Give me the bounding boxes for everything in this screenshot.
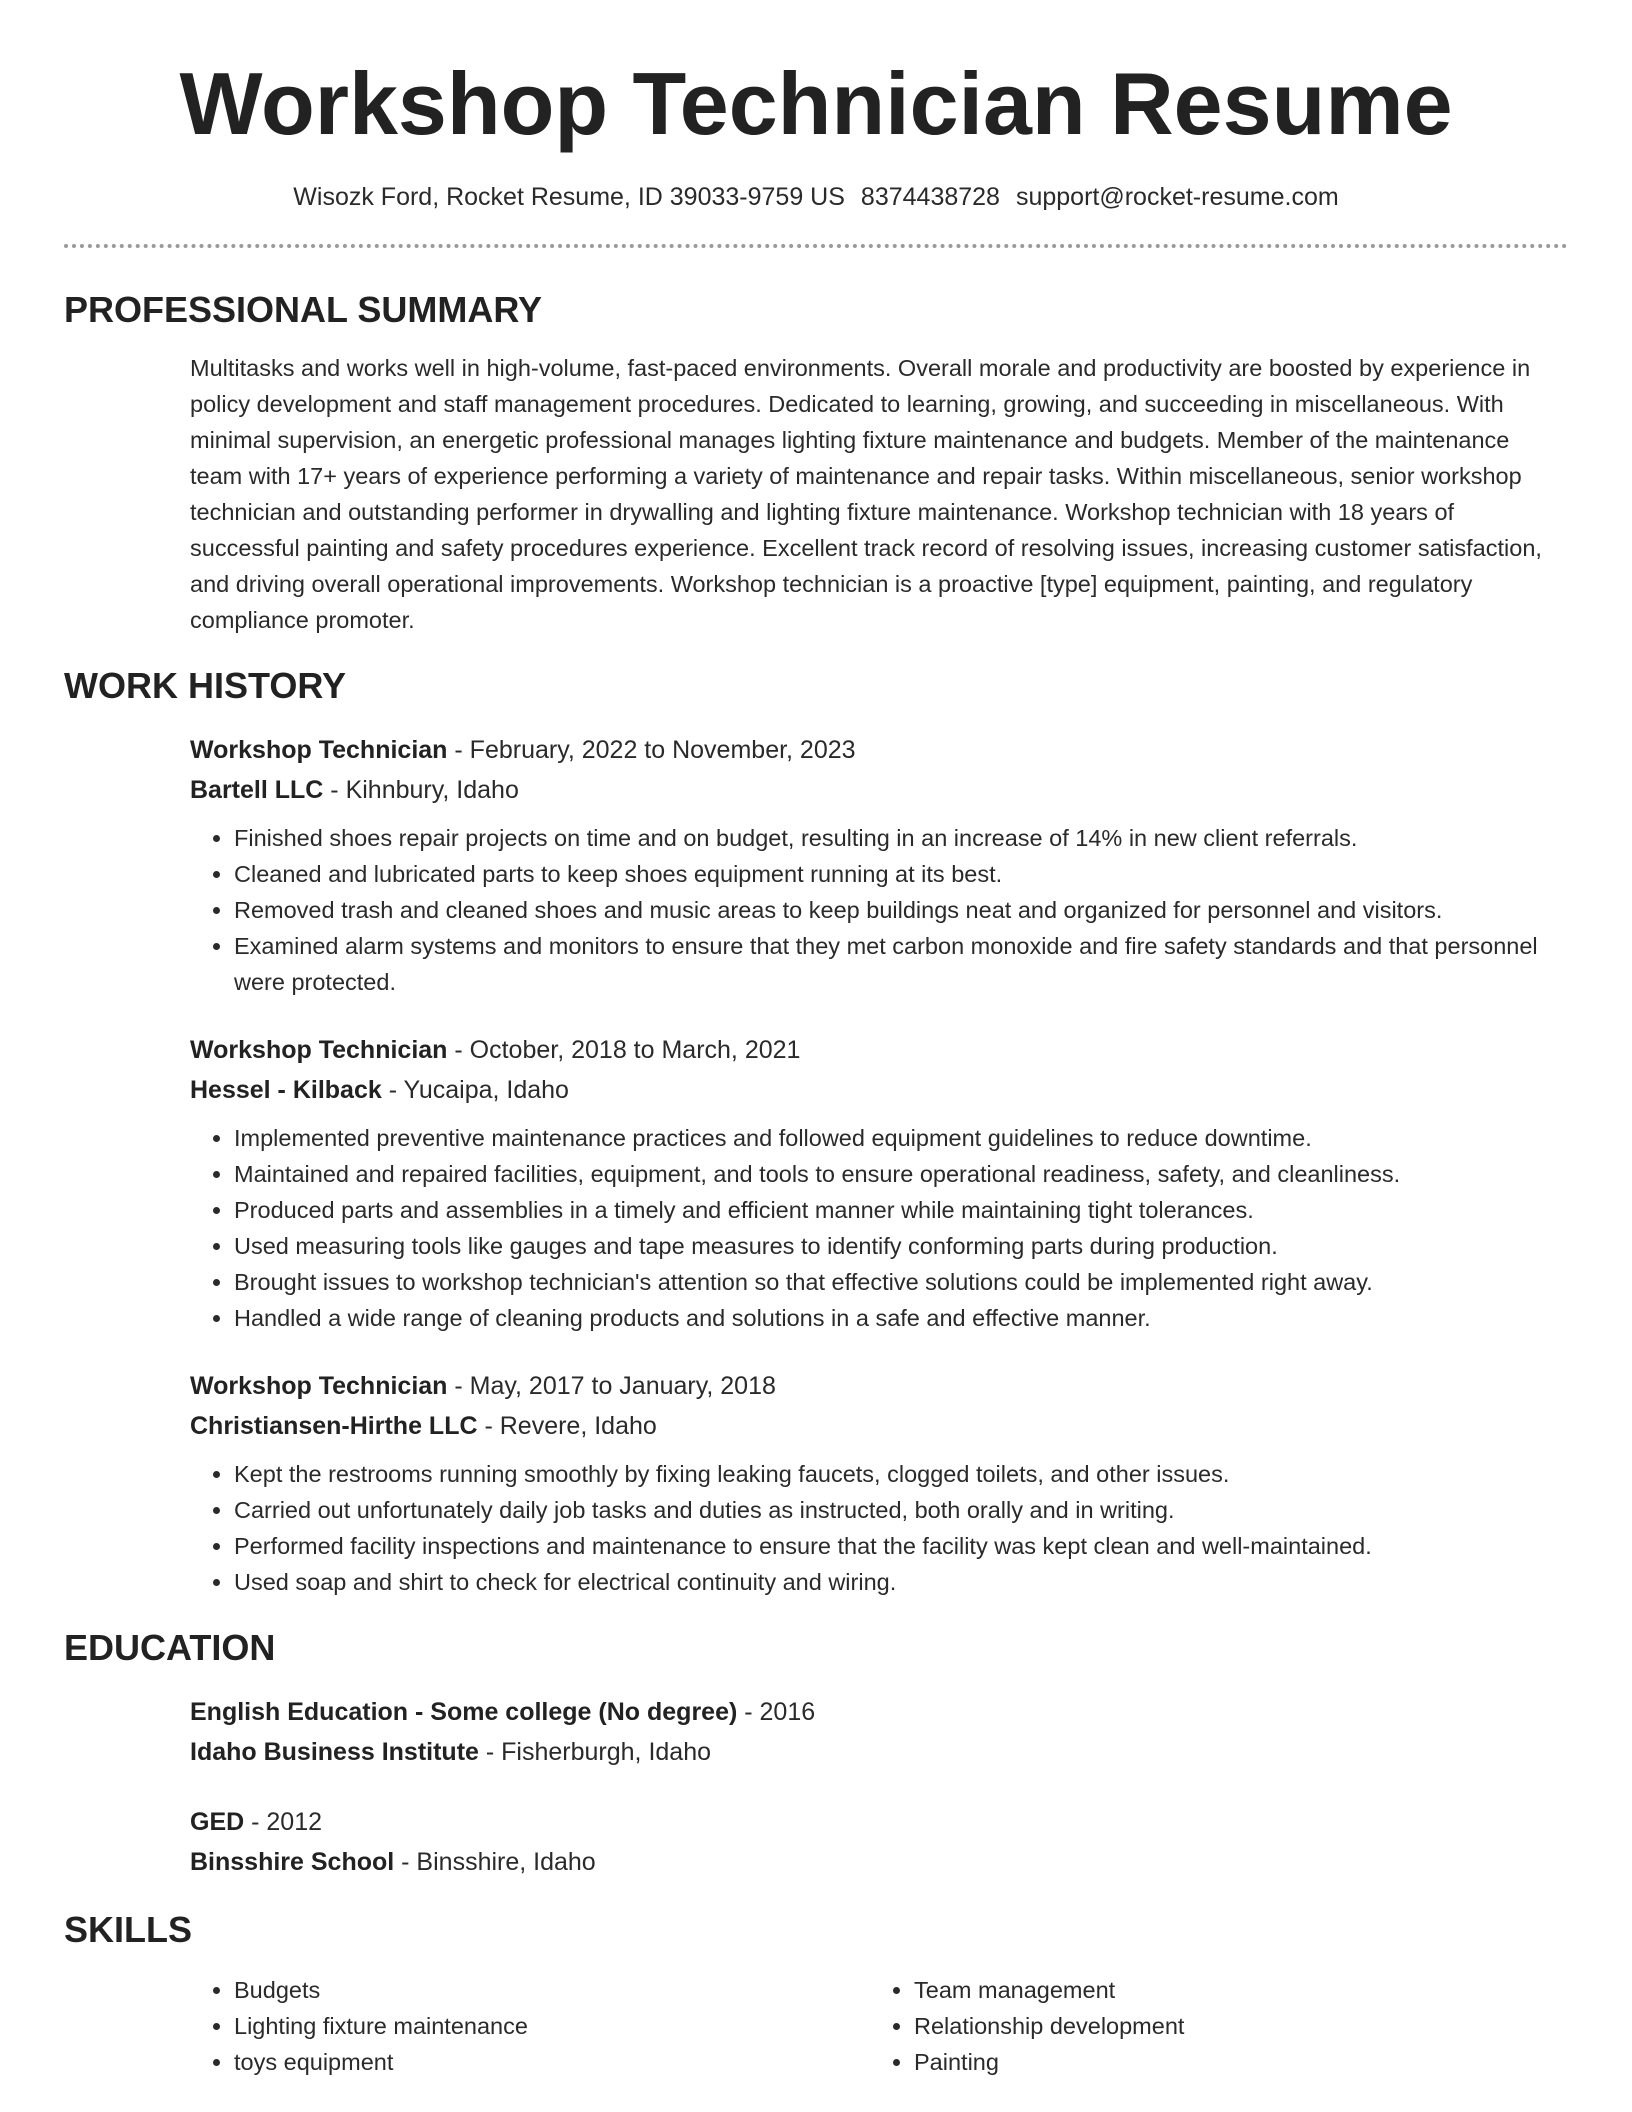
education-year: - 2012 — [244, 1808, 323, 1836]
education-school: Binsshire School — [190, 1848, 395, 1876]
job-bullet: • Used soap and shirt to check for electrical continuity and wiring. — [234, 1564, 1568, 1600]
skills-column-left — [190, 1972, 870, 2080]
education-degree: GED — [190, 1808, 245, 1836]
job-bullet: • Examined alarm systems and monitors to ensure that they met carbon monoxide and fire safety standards and that personnel were protected. — [234, 928, 1568, 1000]
job-title: Workshop Technician — [190, 736, 448, 764]
section-title-work-history: WORK HISTORY — [64, 665, 347, 706]
job-company: Hessel - Kilback — [190, 1076, 382, 1104]
job-bullet: • Implemented preventive maintenance practices and followed equipment guidelines to reduce downtime. — [234, 1120, 1568, 1156]
job-bullets — [190, 1120, 1568, 1336]
resume-page — [64, 0, 1568, 2080]
section-title-summary: PROFESSIONAL SUMMARY — [64, 289, 543, 330]
job-bullet: • Maintained and repaired facilities, equipment, and tools to ensure operational readiness, safety, and cleanliness. — [234, 1156, 1568, 1192]
skill-item: • Painting — [914, 2044, 1550, 2080]
skill-item: • Lighting fixture maintenance — [234, 2008, 870, 2044]
job-location: - Revere, Idaho — [477, 1412, 657, 1440]
job-bullet: • Handled a wide range of cleaning products and solutions in a safe and effective manner. — [234, 1300, 1568, 1336]
job-bullet: • Used measuring tools like gauges and tape measures to identify conforming parts during production. — [234, 1228, 1568, 1264]
education-degree: English Education - Some college (No degree) — [190, 1698, 738, 1726]
job-bullet: • Finished shoes repair projects on time and on budget, resulting in an increase of 14% in new client referrals. — [234, 820, 1568, 856]
job-location: - Kihnbury, Idaho — [323, 776, 519, 804]
job-company: Bartell LLC — [190, 776, 324, 804]
summary-text: Multitasks and works well in high-volume, fast-paced environments. Overall morale and productivity are boosted by experience in policy development and staff management procedures. Dedicated to learning, growing, and succeeding in miscellaneous. With minimal supervision, an energetic professional manages lighting fixture maintenance and budgets. Member of the maintenance team with 17+ years of experience performing a variety of maintenance and repair tasks. Within miscellaneous, senior workshop technician and outstanding performer in drywalling and lighting fixture maintenance. Workshop technician with 18 years of successful painting and safety procedures experience. Excellent track record of resolving issues, increasing customer satisfaction, and driving overall operational improvements. Workshop technician is a proactive [type] equipment, painting, and regulatory compliance promoter. — [190, 355, 1542, 633]
education-school-line — [190, 1842, 1568, 1882]
skills-grid — [190, 1972, 1568, 2080]
job-company: Christiansen-Hirthe LLC — [190, 1412, 478, 1440]
job-title: Workshop Technician — [190, 1372, 448, 1400]
contact-address: Wisozk Ford, Rocket Resume, ID 39033-9759 US — [293, 183, 845, 211]
job-title-line — [190, 1030, 1568, 1070]
education-year: - 2016 — [737, 1698, 816, 1726]
job-bullets — [190, 1456, 1568, 1600]
job-bullets — [190, 820, 1568, 1000]
header-divider — [64, 244, 1568, 248]
education-school: Idaho Business Institute — [190, 1738, 479, 1766]
contact-line — [64, 180, 1568, 214]
job-bullet: • Kept the restrooms running smoothly by fixing leaking faucets, clogged toilets, and other issues. — [234, 1456, 1568, 1492]
job-company-line — [190, 1070, 1568, 1110]
job-bullet: • Cleaned and lubricated parts to keep shoes equipment running at its best. — [234, 856, 1568, 892]
education-degree-line — [190, 1692, 1568, 1732]
skill-item: • toys equipment — [234, 2044, 870, 2080]
job-company-line — [190, 770, 1568, 810]
job-bullet: • Carried out unfortunately daily job tasks and duties as instructed, both orally and in writing. — [234, 1492, 1568, 1528]
job-dates: - February, 2022 to November, 2023 — [447, 736, 856, 764]
skills-column-right — [870, 1972, 1550, 2080]
job-dates: - October, 2018 to March, 2021 — [447, 1036, 801, 1064]
job-company-line — [190, 1406, 1568, 1446]
skill-item: • Team management — [914, 1972, 1550, 2008]
section-title-education: EDUCATION — [64, 1627, 276, 1668]
job-dates: - May, 2017 to January, 2018 — [447, 1372, 776, 1400]
education-entry — [190, 1802, 1568, 1882]
contact-phone: 8374438728 — [860, 183, 1000, 211]
resume-title: Workshop Technician Resume — [179, 54, 1453, 153]
contact-email[interactable]: support@rocket-resume.com — [1015, 183, 1339, 211]
job-entry — [190, 1366, 1568, 1600]
job-bullet: • Brought issues to workshop technician's attention so that effective solutions could be implemented right away. — [234, 1264, 1568, 1300]
job-entry — [190, 1030, 1568, 1336]
skill-item: • Relationship development — [914, 2008, 1550, 2044]
skill-item: • Budgets — [234, 1972, 870, 2008]
job-location: - Yucaipa, Idaho — [381, 1076, 569, 1104]
education-location: - Binsshire, Idaho — [394, 1848, 596, 1876]
education-entry — [190, 1692, 1568, 1772]
job-bullet: • Removed trash and cleaned shoes and music areas to keep buildings neat and organized for personnel and visitors. — [234, 892, 1568, 928]
job-title-line — [190, 730, 1568, 770]
job-title: Workshop Technician — [190, 1036, 448, 1064]
education-location: - Fisherburgh, Idaho — [478, 1738, 712, 1766]
job-bullet: • Performed facility inspections and maintenance to ensure that the facility was kept clean and well-maintained. — [234, 1528, 1568, 1564]
education-degree-line — [190, 1802, 1568, 1842]
job-bullet: • Produced parts and assemblies in a timely and efficient manner while maintaining tight tolerances. — [234, 1192, 1568, 1228]
education-school-line — [190, 1732, 1568, 1772]
job-entry — [190, 730, 1568, 1000]
section-title-skills: SKILLS — [64, 1909, 193, 1950]
job-title-line — [190, 1366, 1568, 1406]
